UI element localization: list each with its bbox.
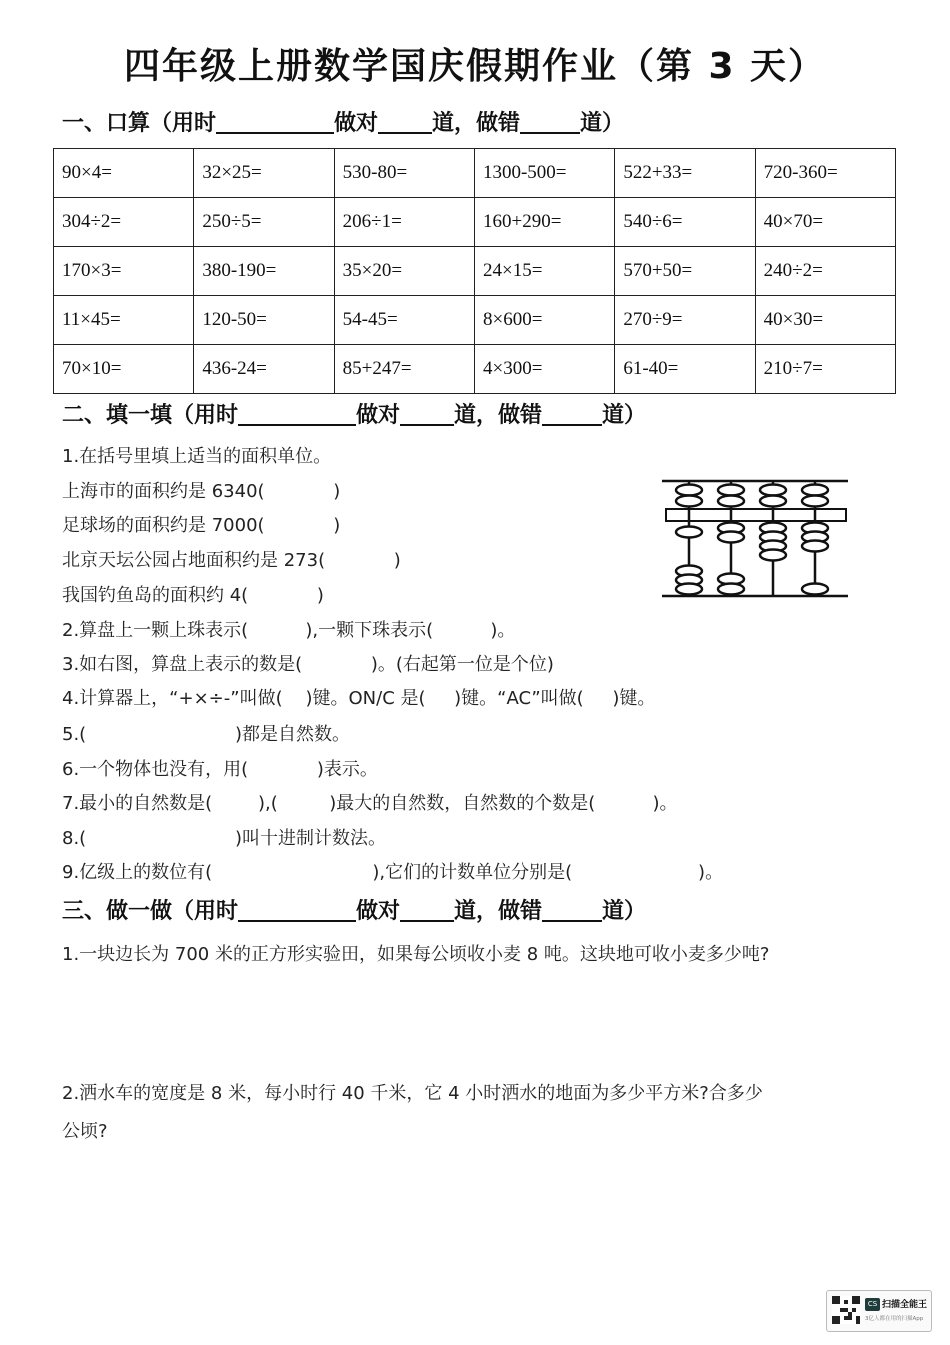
calc-cell[interactable]: 206÷1= [334, 198, 474, 247]
calc-cell[interactable]: 530-80= [334, 149, 474, 198]
fill-question: 北京天坛公园占地面积约是 273( ) [62, 550, 401, 571]
fill-question: 8.( )叫十进制计数法。 [62, 828, 386, 849]
calc-cell[interactable]: 570+50= [615, 247, 755, 296]
section-1-end: 道） [580, 111, 625, 136]
section-1-wrong: 道，做错 [432, 111, 521, 136]
scanner-watermark [826, 1290, 932, 1332]
fill-question: 我国钓鱼岛的面积约 4( ) [62, 585, 324, 606]
time-blank[interactable] [216, 110, 334, 134]
calc-cell[interactable]: 240÷2= [755, 247, 895, 296]
calc-cell[interactable]: 61-40= [615, 345, 755, 394]
fill-question: 7.最小的自然数是( ),( )最大的自然数，自然数的个数是( )。 [62, 793, 678, 814]
watermark-sub: 3亿人都在用的扫描App [865, 1316, 924, 1322]
correct-blank[interactable] [378, 110, 432, 134]
section-1-label: 一、口算（用时 [62, 111, 217, 136]
calc-cell[interactable]: 54-45= [334, 296, 474, 345]
abacus-figure [662, 476, 852, 602]
fill-question: 足球场的面积约是 7000( ) [62, 515, 341, 536]
calc-cell[interactable]: 380-190= [194, 247, 334, 296]
page-title: 四年级上册数学国庆假期作业（第 3 天） [123, 46, 827, 87]
camscanner-logo: CS [865, 1298, 880, 1311]
fill-question: 9.亿级上的数位有( ),它们的计数单位分别是( )。 [62, 862, 724, 883]
calc-cell[interactable]: 250÷5= [194, 198, 334, 247]
word-problem: 1.一块边长为 700 米的正方形实验田，如果每公顷收小麦 8 吨。这块地可收小麦多少吨? [62, 944, 770, 965]
calc-cell[interactable]: 522+33= [615, 149, 755, 198]
section-2-heading [62, 398, 646, 429]
fill-question: 2.算盘上一颗上珠表示( ),一颗下珠表示( )。 [62, 620, 516, 641]
calc-cell[interactable]: 170×3= [54, 247, 194, 296]
calc-cell[interactable]: 85+247= [334, 345, 474, 394]
section-3-heading [62, 894, 646, 925]
wrong-blank[interactable] [520, 110, 580, 134]
word-problem: 2.洒水车的宽度是 8 米，每小时行 40 千米，它 4 小时洒水的地面为多少平方米?合多少 [62, 1083, 763, 1104]
fill-question: 6.一个物体也没有，用( )表示。 [62, 759, 378, 780]
fill-question: 3.如右图，算盘上表示的数是( )。(右起第一位是个位) [62, 654, 554, 675]
calc-cell[interactable]: 436-24= [194, 345, 334, 394]
correct-blank[interactable] [400, 898, 454, 922]
calc-row [54, 296, 896, 345]
calc-cell[interactable]: 35×20= [334, 247, 474, 296]
word-problem: 公顷? [62, 1121, 108, 1142]
calc-row [54, 345, 896, 394]
calc-cell[interactable]: 540÷6= [615, 198, 755, 247]
calc-row [54, 247, 896, 296]
section-2-end: 道） [602, 403, 647, 428]
section-2-wrong: 道，做错 [454, 403, 543, 428]
calc-row [54, 198, 896, 247]
calc-cell[interactable]: 32×25= [194, 149, 334, 198]
calc-cell[interactable]: 90×4= [54, 149, 194, 198]
section-3-wrong: 道，做错 [454, 899, 543, 924]
section-2-label: 二、填一填（用时 [62, 403, 239, 428]
calc-cell[interactable]: 1300-500= [474, 149, 614, 198]
fill-question: 4.计算器上，“+×÷-”叫做( )键。ON/C 是( )键。“AC”叫做( )键。 [62, 688, 656, 709]
section-3-label: 三、做一做（用时 [62, 899, 239, 924]
section-3-correct: 做对 [356, 899, 401, 924]
wrong-blank[interactable] [542, 898, 602, 922]
qr-code-icon [832, 1296, 860, 1324]
mental-math-table [53, 148, 896, 394]
calc-cell[interactable]: 11×45= [54, 296, 194, 345]
calc-cell[interactable]: 720-360= [755, 149, 895, 198]
calc-cell[interactable]: 160+290= [474, 198, 614, 247]
calc-cell[interactable]: 4×300= [474, 345, 614, 394]
watermark-name: 扫描全能王 [882, 1300, 928, 1310]
calc-cell[interactable]: 24×15= [474, 247, 614, 296]
fill-question: 5.( )都是自然数。 [62, 724, 350, 745]
fill-question: 上海市的面积约是 6340( ) [62, 481, 341, 502]
calc-cell[interactable]: 120-50= [194, 296, 334, 345]
calc-cell[interactable]: 40×30= [755, 296, 895, 345]
calc-cell[interactable]: 270÷9= [615, 296, 755, 345]
calc-row [54, 149, 896, 198]
calc-cell[interactable]: 40×70= [755, 198, 895, 247]
wrong-blank[interactable] [542, 402, 602, 426]
section-2-correct: 做对 [356, 403, 401, 428]
time-blank[interactable] [238, 402, 356, 426]
time-blank[interactable] [238, 898, 356, 922]
calc-cell[interactable]: 304÷2= [54, 198, 194, 247]
section-1-correct: 做对 [334, 111, 379, 136]
calc-cell[interactable]: 210÷7= [755, 345, 895, 394]
correct-blank[interactable] [400, 402, 454, 426]
calc-cell[interactable]: 8×600= [474, 296, 614, 345]
section-3-end: 道） [602, 899, 647, 924]
section-1-heading [62, 106, 624, 137]
calc-cell[interactable]: 70×10= [54, 345, 194, 394]
fill-question: 1.在括号里填上适当的面积单位。 [62, 446, 332, 467]
